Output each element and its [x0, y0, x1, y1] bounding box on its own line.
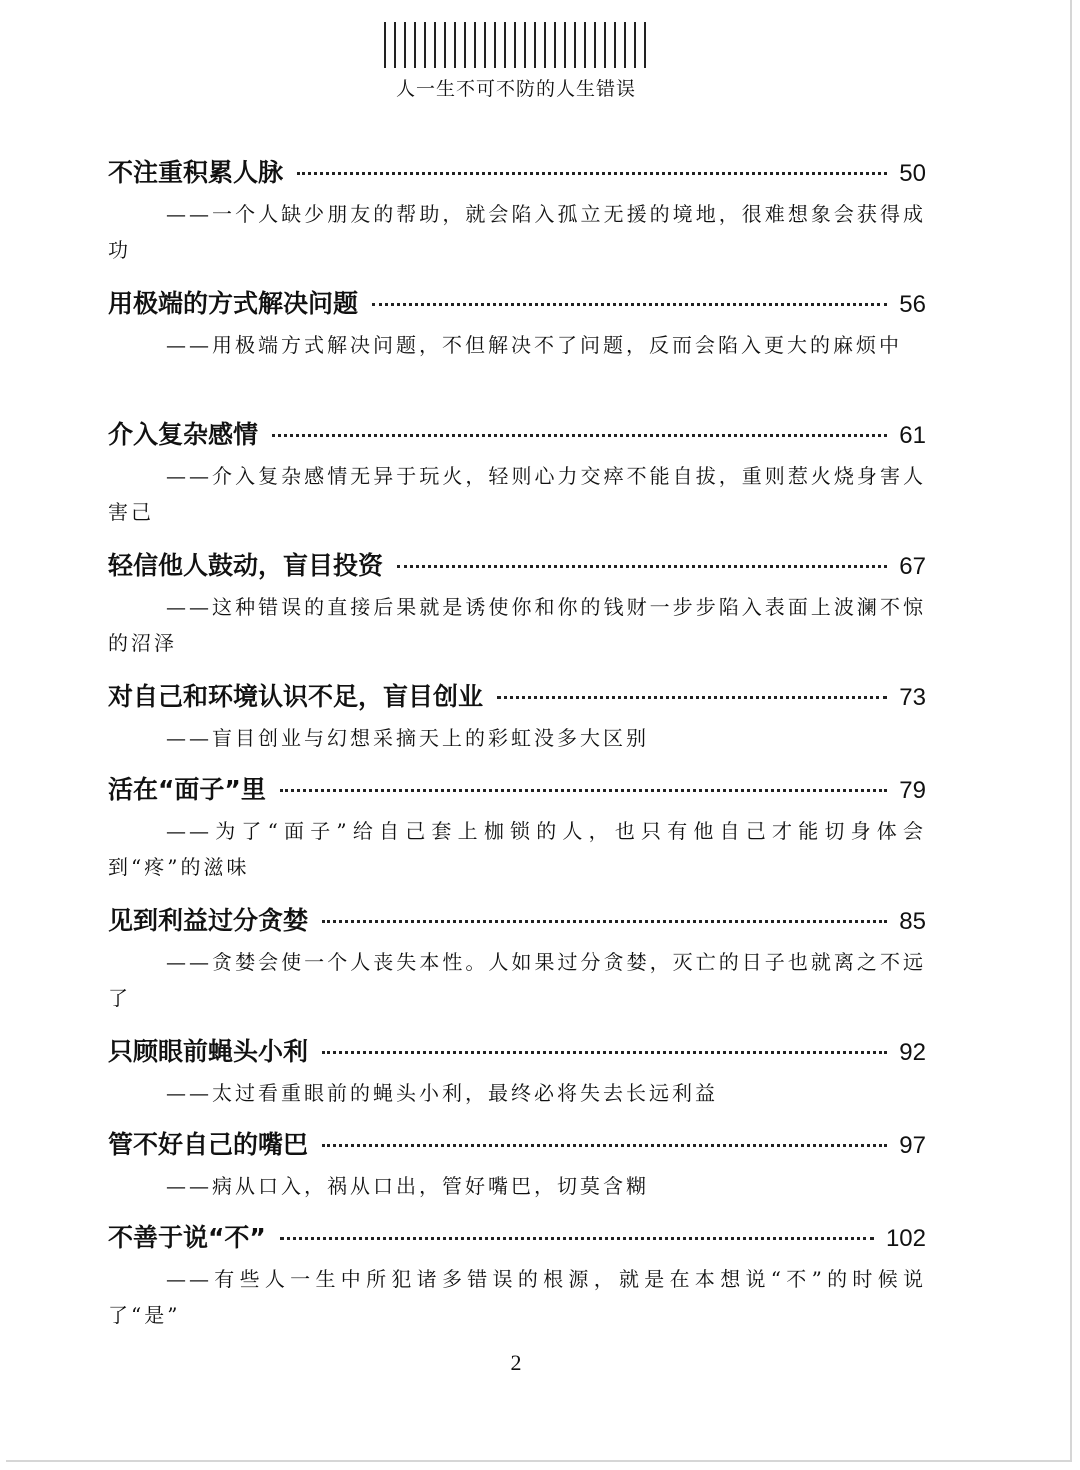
toc-entry-page: 102 — [885, 1225, 926, 1252]
dot-leader — [272, 434, 887, 437]
toc-entry-description: ——这种错误的直接后果就是诱使你和你的钱财一步步陷入表面上波澜不惊的沼泽 — [108, 595, 926, 655]
toc-entry-description: ——贪婪会使一个人丧失本性。人如果过分贪婪，灭亡的日子也就离之不远了 — [108, 950, 926, 1010]
toc-entry[interactable] — [108, 1215, 926, 1346]
toc-entry-title: 管不好自己的嘴巴 — [108, 1130, 309, 1159]
toc-entry-heading — [108, 898, 926, 944]
toc-entry-description: ——为了“面子”给自己套上枷锁的人，也只有他自己才能切身体会到“疼”的滋味 — [108, 819, 926, 879]
toc-entry-title: 不善于说“不” — [108, 1223, 266, 1252]
toc-entry[interactable] — [108, 1029, 926, 1122]
toc-entry-page: 73 — [899, 684, 926, 711]
toc-entry[interactable] — [108, 767, 926, 898]
toc-entry-title: 介入复杂感情 — [108, 420, 259, 449]
dot-leader — [397, 565, 887, 568]
dot-leader — [280, 1237, 874, 1240]
toc-entry-heading — [108, 412, 926, 458]
dot-leader — [322, 1051, 887, 1054]
toc-entry-description: ——盲目创业与幻想采摘天上的彩虹没多大区别 — [166, 726, 649, 750]
toc-entry-heading — [108, 1029, 926, 1075]
toc-entry-title: 轻信他人鼓动，盲目投资 — [108, 551, 384, 580]
toc-entry-page: 61 — [899, 422, 926, 449]
dot-leader — [322, 920, 887, 923]
toc-entry-page: 85 — [899, 908, 926, 935]
toc-entry-title: 活在“面子”里 — [108, 775, 266, 804]
toc-entry[interactable] — [108, 281, 926, 412]
toc-entry[interactable] — [108, 150, 926, 281]
toc-entry-description: ——有些人一生中所犯诸多错误的根源，就是在本想说“不”的时候说了“是” — [108, 1267, 926, 1327]
toc-entry-heading — [108, 767, 926, 813]
toc-entry-title: 见到利益过分贪婪 — [108, 906, 309, 935]
dot-leader — [280, 789, 887, 792]
toc-entry-heading — [108, 1215, 926, 1261]
running-title: 人一生不可不防的人生错误 — [395, 78, 636, 100]
toc-entry-heading — [108, 543, 926, 589]
toc-entry-page: 56 — [899, 291, 926, 318]
dot-leader — [322, 1144, 887, 1147]
table-of-contents — [108, 150, 926, 1346]
toc-entry-heading — [108, 150, 926, 196]
toc-entry[interactable] — [108, 543, 926, 674]
toc-entry-description: ——用极端方式解决问题，不但解决不了问题，反而会陷入更大的麻烦中 — [166, 333, 902, 357]
dot-leader — [297, 172, 887, 175]
toc-entry-description: ——太过看重眼前的蝇头小利，最终必将失去长远利益 — [166, 1081, 718, 1105]
toc-entry[interactable] — [108, 674, 926, 767]
toc-entry-title: 用极端的方式解决问题 — [108, 289, 359, 318]
toc-entry-description: ——介入复杂感情无异于玩火，轻则心力交瘁不能自拔，重则惹火烧身害人害己 — [108, 464, 926, 524]
toc-entry-page: 97 — [899, 1132, 926, 1159]
toc-entry[interactable] — [108, 1122, 926, 1215]
toc-entry-heading — [108, 1122, 926, 1168]
page-header — [0, 0, 1080, 110]
toc-entry[interactable] — [108, 898, 926, 1029]
toc-entry-title: 不注重积累人脉 — [108, 158, 284, 187]
dot-leader — [372, 303, 887, 306]
toc-entry-heading — [108, 674, 926, 720]
toc-entry-page: 50 — [899, 160, 926, 187]
toc-entry-page: 79 — [899, 777, 926, 804]
toc-entry-title: 只顾眼前蝇头小利 — [108, 1037, 309, 1066]
toc-entry[interactable] — [108, 412, 926, 543]
header-stripe-decoration — [384, 22, 650, 68]
toc-entry-description: ——病从口入，祸从口出，管好嘴巴，切莫含糊 — [166, 1174, 649, 1198]
dot-leader — [497, 696, 887, 699]
toc-entry-title: 对自己和环境认识不足，盲目创业 — [108, 682, 484, 711]
toc-entry-heading — [108, 281, 926, 327]
toc-entry-page: 92 — [899, 1039, 926, 1066]
toc-entry-description: ——一个人缺少朋友的帮助，就会陷入孤立无援的境地，很难想象会获得成功 — [108, 202, 926, 262]
toc-entry-page: 67 — [899, 553, 926, 580]
page-number: 2 — [510, 1350, 522, 1375]
